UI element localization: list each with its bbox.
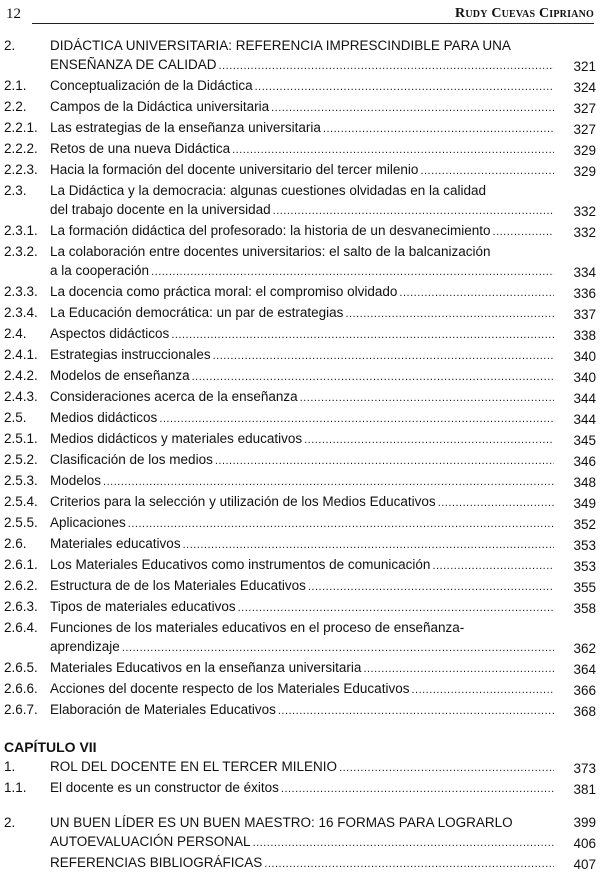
dot-leader [420, 162, 554, 181]
entry-number: 2.6.4. [4, 620, 38, 635]
entry-page-number: 399 [573, 815, 596, 830]
toc-entry [4, 813, 596, 832]
chapter-heading: CAPÍTULO VII [4, 739, 97, 755]
toc-entry [4, 118, 596, 139]
entry-title-line: Aplicaciones [50, 515, 126, 530]
toc-entry [4, 534, 596, 555]
entry-title-lastline [50, 221, 556, 242]
entry-title-lastline [50, 345, 556, 366]
entry-title [50, 429, 556, 450]
entry-title-lastline [50, 492, 556, 513]
entry-number: 2.4.3. [4, 389, 38, 404]
entry-title-lastline [50, 366, 556, 387]
dot-leader [255, 78, 554, 97]
entry-title [50, 813, 556, 832]
entry-title-lastline [50, 471, 556, 492]
dot-leader [238, 599, 554, 618]
entry-title-lastline [50, 282, 556, 303]
entry-title [50, 324, 556, 345]
entry-title [50, 513, 556, 534]
entry-number: 2.6.3. [4, 599, 38, 614]
entry-number: 2.3.3. [4, 284, 38, 299]
entry-page-number: 338 [573, 328, 596, 343]
dot-leader [122, 639, 554, 658]
entry-page-number: 336 [573, 286, 596, 301]
dot-leader [281, 780, 554, 799]
toc-entry [4, 387, 596, 408]
entry-title [50, 387, 556, 408]
entry-title [50, 242, 556, 282]
toc-entry [4, 429, 596, 450]
entry-title-line: La Didáctica y la democracia: algunas cuestiones olvidadas en la calidad [50, 183, 487, 198]
entry-number: 2.4.1. [4, 347, 38, 362]
entry-title-lastline [50, 513, 556, 534]
entry-title [50, 118, 556, 139]
toc-section-tail [4, 813, 596, 874]
dot-leader [159, 410, 554, 429]
dot-leader [323, 120, 554, 139]
entry-page-number: 327 [573, 122, 596, 137]
entry-number: 2.2.2. [4, 141, 38, 156]
entry-title-line: Acciones del docente respecto de los Materiales Educativos [50, 681, 410, 696]
entry-title [50, 471, 556, 492]
dot-leader [183, 536, 554, 555]
dot-leader [308, 578, 554, 597]
entry-title-line: Funciones de los materiales educativos en el proceso de enseñanza- [50, 620, 465, 635]
entry-title [50, 366, 556, 387]
dot-leader [192, 368, 554, 387]
entry-title [50, 282, 556, 303]
toc-entry [4, 853, 596, 874]
entry-title [50, 450, 556, 471]
entry-page-number: 344 [573, 391, 596, 406]
entry-title-lastline [50, 778, 556, 799]
dot-leader [103, 473, 554, 492]
toc-section-chapter [4, 757, 596, 799]
entry-page-number: 352 [573, 517, 596, 532]
toc-entry [4, 700, 596, 721]
entry-number: 1.1. [4, 780, 27, 795]
dot-leader [345, 305, 554, 324]
toc-entry [4, 618, 596, 658]
entry-page-number: 373 [573, 761, 596, 776]
entry-title-lastline [50, 139, 556, 160]
entry-number: 2.2.1. [4, 120, 38, 135]
entry-page-number: 334 [573, 265, 596, 280]
entry-title-line: Modelos de enseñanza [50, 368, 190, 383]
entry-title-line: El docente es un constructor de éxitos [50, 780, 279, 795]
entry-title [50, 303, 556, 324]
toc-entry [4, 366, 596, 387]
entry-title [50, 679, 556, 700]
entry-title-line: Hacia la formación del docente universitario del tercer milenio [50, 162, 419, 177]
entry-title-line: aprendizaje [50, 639, 120, 654]
toc-entry [4, 160, 596, 181]
entry-title-line: La docencia como práctica moral: el compromiso olvidado [50, 284, 398, 299]
entry-page-number: 358 [573, 601, 596, 616]
entry-number: 2.5. [4, 410, 27, 425]
entry-title [50, 757, 556, 778]
toc-entry [4, 597, 596, 618]
entry-page-number: 329 [573, 164, 596, 179]
entry-page-number: 329 [573, 143, 596, 158]
toc-entry [4, 679, 596, 700]
entry-title [50, 36, 556, 76]
entry-page-number: 381 [573, 782, 596, 797]
dot-leader [128, 515, 554, 534]
toc-entry [4, 324, 596, 345]
entry-number: 2.3. [4, 183, 27, 198]
entry-number: 2.1. [4, 78, 27, 93]
entry-title-line: Tipos de materiales educativos [50, 599, 236, 614]
entry-title [50, 658, 556, 679]
entry-title-line: del trabajo docente en la universidad [50, 202, 271, 217]
entry-title-line: La Educación democrática: un par de estrategias [50, 305, 344, 320]
entry-number: 2.3.1. [4, 223, 38, 238]
entry-page-number: 348 [573, 475, 596, 490]
entry-title-line: Materiales Educativos en la enseñanza universitaria [50, 660, 362, 675]
page-header [0, 6, 600, 26]
toc-entry [4, 513, 596, 534]
entry-number: 2.6.1. [4, 557, 38, 572]
entry-title-lastline [50, 597, 556, 618]
entry-title [50, 76, 556, 97]
dot-leader [304, 431, 554, 450]
toc-entry [4, 97, 596, 118]
toc-entry [4, 221, 596, 242]
dot-leader [363, 660, 554, 679]
entry-number: 2.6.5. [4, 660, 38, 675]
toc-entry [4, 408, 596, 429]
entry-title-line: Campos de la Didáctica universitaria [50, 99, 270, 114]
entry-title-lastline [50, 637, 556, 658]
entry-title-line: Conceptualización de la Didáctica [50, 78, 253, 93]
entry-title-line: La colaboración entre docentes universitarios: el salto de la balcanización [50, 244, 491, 259]
entry-title-line: Elaboración de Materiales Educativos [50, 702, 276, 717]
entry-title-lastline [50, 853, 556, 874]
entry-title [50, 576, 556, 597]
entry-title-lastline [50, 408, 556, 429]
entry-page-number: 345 [573, 433, 596, 448]
entry-title-lastline [50, 429, 556, 450]
entry-title-line: REFERENCIAS BIBLIOGRÁFICAS [50, 855, 263, 870]
entry-title-line: Medios didácticos [50, 410, 158, 425]
entry-number: 2. [4, 38, 16, 53]
toc-entry [4, 555, 596, 576]
entry-page-number: 406 [573, 836, 596, 851]
entry-title-lastline [50, 832, 556, 853]
dot-leader [493, 223, 554, 242]
entry-page-number: 340 [573, 349, 596, 364]
entry-page-number: 346 [573, 454, 596, 469]
entry-title [50, 492, 556, 513]
entry-title [50, 700, 556, 721]
dot-leader [300, 389, 554, 408]
toc-entry [4, 778, 596, 799]
dot-leader [339, 759, 554, 778]
toc-entry [4, 303, 596, 324]
entry-number: 2.3.2. [4, 244, 38, 259]
entry-title [50, 139, 556, 160]
entry-title [50, 160, 556, 181]
dot-leader [171, 326, 554, 345]
entry-number: 2.6.7. [4, 702, 38, 717]
dot-leader [399, 284, 554, 303]
entry-number: 2.6. [4, 536, 27, 551]
entry-page-number: 349 [573, 496, 596, 511]
spacer [4, 799, 596, 813]
entry-title-line: Estrategias instruccionales [50, 347, 211, 362]
entry-page-number: 364 [573, 662, 596, 677]
entry-title-lastline [50, 76, 556, 97]
entry-title-lastline [50, 200, 556, 221]
entry-title-lastline [50, 97, 556, 118]
entry-title-line: Clasificación de los medios [50, 452, 213, 467]
dot-leader [411, 681, 554, 700]
entry-number: 1. [4, 759, 16, 774]
toc-entry [4, 242, 596, 282]
entry-title-line: Los Materiales Educativos como instrumentos de comunicación [50, 557, 431, 572]
entry-number: 2.4.2. [4, 368, 38, 383]
entry-number: 2.5.2. [4, 452, 38, 467]
entry-title-lastline [50, 450, 556, 471]
entry-title-line: ROL DEL DOCENTE EN EL TERCER MILENIO [50, 759, 338, 774]
toc-section-main [4, 36, 596, 721]
entry-number: 2.5.4. [4, 494, 38, 509]
entry-number: 2.2.3. [4, 162, 38, 177]
dot-leader [278, 702, 554, 721]
entry-title-line: AUTOEVALUACIÓN PERSONAL [50, 834, 251, 849]
header-rule [32, 23, 594, 24]
toc-entry [4, 345, 596, 366]
toc-entry [4, 181, 596, 221]
entry-title-line: La formación didáctica del profesorado: la historia de un desvanecimiento [50, 223, 491, 238]
entry-title-lastline [50, 324, 556, 345]
entry-title-line: Las estrategias de la enseñanza universitaria [50, 120, 321, 135]
dot-leader [273, 202, 554, 221]
entry-page-number: 366 [573, 683, 596, 698]
entry-title [50, 555, 556, 576]
entry-page-number: 368 [573, 704, 596, 719]
entry-number: 2.3.4. [4, 305, 38, 320]
dot-leader [151, 263, 554, 282]
entry-title-lastline [50, 700, 556, 721]
entry-title-line: ENSEÑANZA DE CALIDAD [50, 57, 217, 72]
entry-title [50, 97, 556, 118]
dot-leader [271, 99, 554, 118]
entry-title-lastline [50, 658, 556, 679]
entry-title-line: Medios didácticos y materiales educativos [50, 431, 303, 446]
entry-number: 2.6.6. [4, 681, 38, 696]
entry-title [50, 408, 556, 429]
entry-number: 2.6.2. [4, 578, 38, 593]
running-head: Rudy Cuevas Cipriano [455, 6, 594, 21]
dot-leader [432, 557, 554, 576]
entry-title-line: Estructura de de los Materiales Educativos [50, 578, 306, 593]
toc-entry [4, 576, 596, 597]
toc-entry [4, 282, 596, 303]
entry-number: 2.2. [4, 99, 27, 114]
entry-page-number: 324 [573, 80, 596, 95]
table-of-contents [4, 36, 596, 874]
entry-page-number: 353 [573, 559, 596, 574]
entry-title-lastline [50, 555, 556, 576]
entry-title-line: Materiales educativos [50, 536, 181, 551]
entry-title-lastline [50, 813, 556, 832]
toc-entry [4, 36, 596, 76]
entry-title-line: Criterios para la selección y utilización de los Medios Educativos [50, 494, 436, 509]
dot-leader [213, 347, 554, 366]
entry-title [50, 853, 556, 874]
entry-title-lastline [50, 118, 556, 139]
dot-leader [438, 494, 554, 513]
entry-page-number: 332 [573, 204, 596, 219]
toc-entry [4, 450, 596, 471]
entry-page-number: 355 [573, 580, 596, 595]
entry-number: 2.5.5. [4, 515, 38, 530]
entry-number: 2.5.1. [4, 431, 38, 446]
entry-title [50, 618, 556, 658]
entry-title [50, 534, 556, 555]
entry-page-number: 321 [573, 59, 596, 74]
dot-leader [264, 855, 554, 874]
toc-entry [4, 139, 596, 160]
entry-title [50, 778, 556, 799]
entry-page-number: 327 [573, 101, 596, 116]
entry-page-number: 337 [573, 307, 596, 322]
toc-entry [4, 76, 596, 97]
entry-title-lastline [50, 261, 556, 282]
entry-title-lastline [50, 303, 556, 324]
entry-number: 2. [4, 815, 16, 830]
entry-title [50, 345, 556, 366]
entry-title [50, 221, 556, 242]
entry-title [50, 597, 556, 618]
entry-title-line: Consideraciones acerca de la enseñanza [50, 389, 298, 404]
dot-leader [253, 834, 554, 853]
toc-entry [4, 471, 596, 492]
toc-entry [4, 658, 596, 679]
entry-page-number: 344 [573, 412, 596, 427]
entry-title-lastline [50, 387, 556, 408]
dot-leader [232, 141, 554, 160]
entry-number: 2.5.3. [4, 473, 38, 488]
page-number: 12 [6, 6, 21, 22]
entry-page-number: 332 [573, 225, 596, 240]
dot-leader [219, 57, 554, 76]
entry-title [50, 181, 556, 221]
entry-title-lastline [50, 576, 556, 597]
dot-leader [215, 452, 554, 471]
entry-title-line: a la cooperación [50, 263, 150, 278]
entry-title-line: UN BUEN LÍDER ES UN BUEN MAESTRO: 16 FORMAS PARA LOGRARLO [50, 815, 513, 830]
toc-entry [4, 832, 596, 853]
entry-title-lastline [50, 160, 556, 181]
entry-title-line: DIDÁCTICA UNIVERSITARIA: REFERENCIA IMPRESCINDIBLE PARA UNA [50, 38, 511, 53]
entry-page-number: 362 [573, 641, 596, 656]
entry-title-line: Retos de una nueva Didáctica [50, 141, 231, 156]
entry-title-line: Modelos [50, 473, 102, 488]
toc-entry [4, 757, 596, 778]
entry-page-number: 407 [573, 857, 596, 872]
entry-page-number: 340 [573, 370, 596, 385]
entry-title-lastline [50, 679, 556, 700]
toc-entry [4, 492, 596, 513]
entry-title [50, 832, 556, 853]
entry-page-number: 353 [573, 538, 596, 553]
entry-title-lastline [50, 534, 556, 555]
entry-title-lastline [50, 55, 556, 76]
entry-number: 2.4. [4, 326, 27, 341]
entry-title-lastline [50, 757, 556, 778]
entry-title-line: Aspectos didácticos [50, 326, 170, 341]
